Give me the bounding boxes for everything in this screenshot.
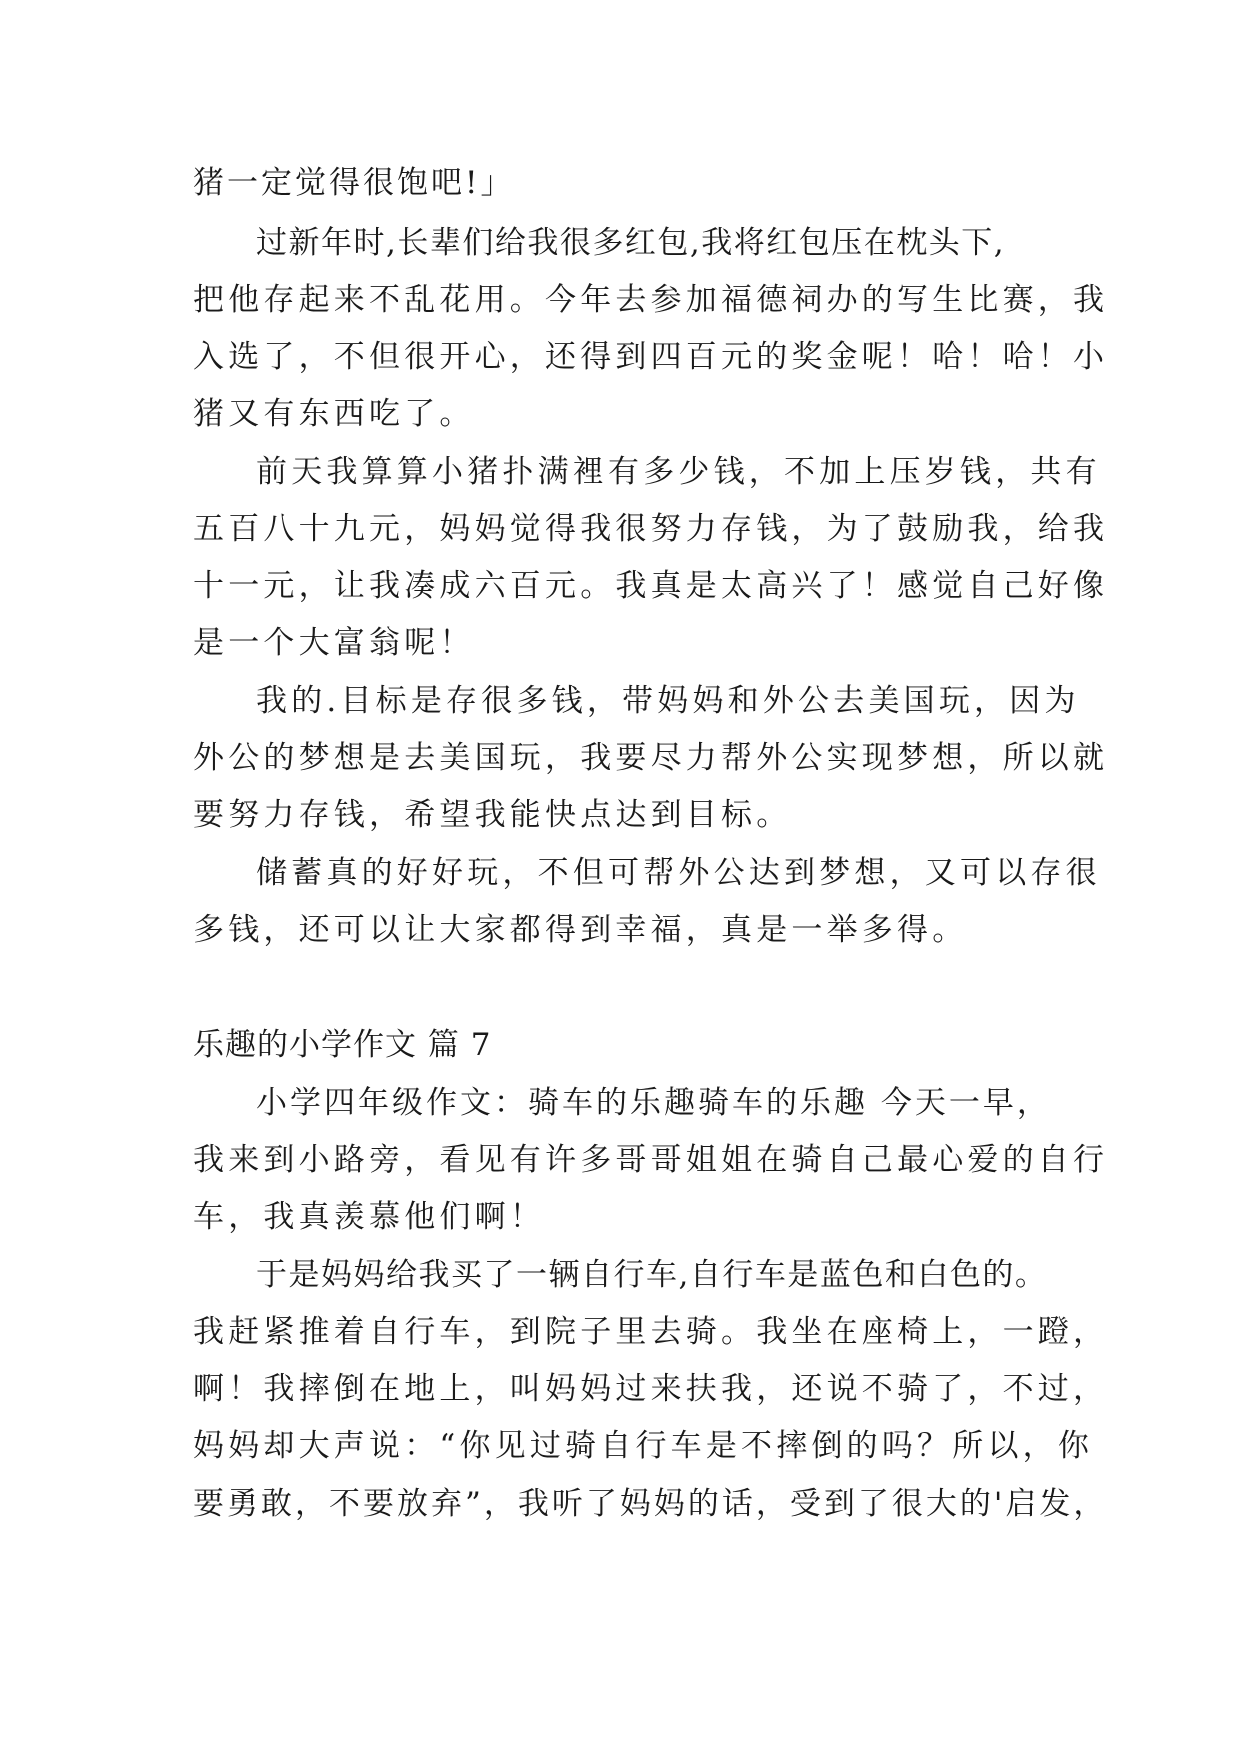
- paragraph-indent-line: 过新年时,长辈们给我很多红包,我将红包压在枕头下,: [256, 225, 1006, 261]
- text-line: 多钱，还可以让大家都得到幸福，真是一举多得。: [193, 912, 968, 948]
- text-line: 要勇敢，不要放弃”，我听了妈妈的话，受到了很大的'启发，: [193, 1486, 1108, 1522]
- text-line: 啊！我摔倒在地上，叫妈妈过来扶我，还说不骑了，不过，: [193, 1371, 1109, 1407]
- paragraph-indent-line: 于是妈妈给我买了一辆自行车,自行车是蓝色和白色的。: [256, 1257, 1048, 1293]
- text-line: 把他存起来不乱花用。今年去参加福德祠办的写生比赛，我: [193, 282, 1109, 318]
- text-line: 猪又有东西吃了。: [193, 396, 475, 432]
- text-line: 五百八十九元，妈妈觉得我很努力存钱，为了鼓励我，给我: [193, 511, 1109, 547]
- text-line: 车，我真羡慕他们啊！: [193, 1199, 545, 1235]
- text-line: 我来到小路旁，看见有许多哥哥姐姐在骑自己最心爱的自行: [193, 1142, 1109, 1178]
- text-line: 是一个大富翁呢！: [193, 625, 475, 661]
- paragraph-indent-line: 我的.目标是存很多钱，带妈妈和外公去美国玩，因为: [256, 683, 1080, 719]
- paragraph-indent-line: 前天我算算小猪扑满裡有多少钱，不加上压岁钱，共有: [256, 454, 1101, 490]
- text-line: 猪一定觉得很饱吧!」: [193, 165, 515, 201]
- text-line: 妈妈却大声说：“你见过骑自行车是不摔倒的吗？所以，你: [193, 1428, 1094, 1464]
- text-line: 外公的梦想是去美国玩，我要尽力帮外公实现梦想，所以就: [193, 740, 1109, 776]
- text-line: 入选了，不但很开心，还得到四百元的奖金呢！哈！哈！小: [193, 339, 1109, 375]
- paragraph-indent-line: 小学四年级作文：骑车的乐趣骑车的乐趣 今天一早，: [256, 1085, 1051, 1121]
- text-line: 要努力存钱，希望我能快点达到目标。: [193, 797, 792, 833]
- section-title: 乐趣的小学作文 篇 7: [193, 1027, 492, 1063]
- text-line: 我赶紧推着自行车，到院子里去骑。我坐在座椅上，一蹬，: [193, 1314, 1109, 1350]
- text-line: 十一元，让我凑成六百元。我真是太高兴了！感觉自己好像: [193, 568, 1109, 604]
- paragraph-indent-line: 储蓄真的好好玩，不但可帮外公达到梦想，又可以存很: [256, 855, 1101, 891]
